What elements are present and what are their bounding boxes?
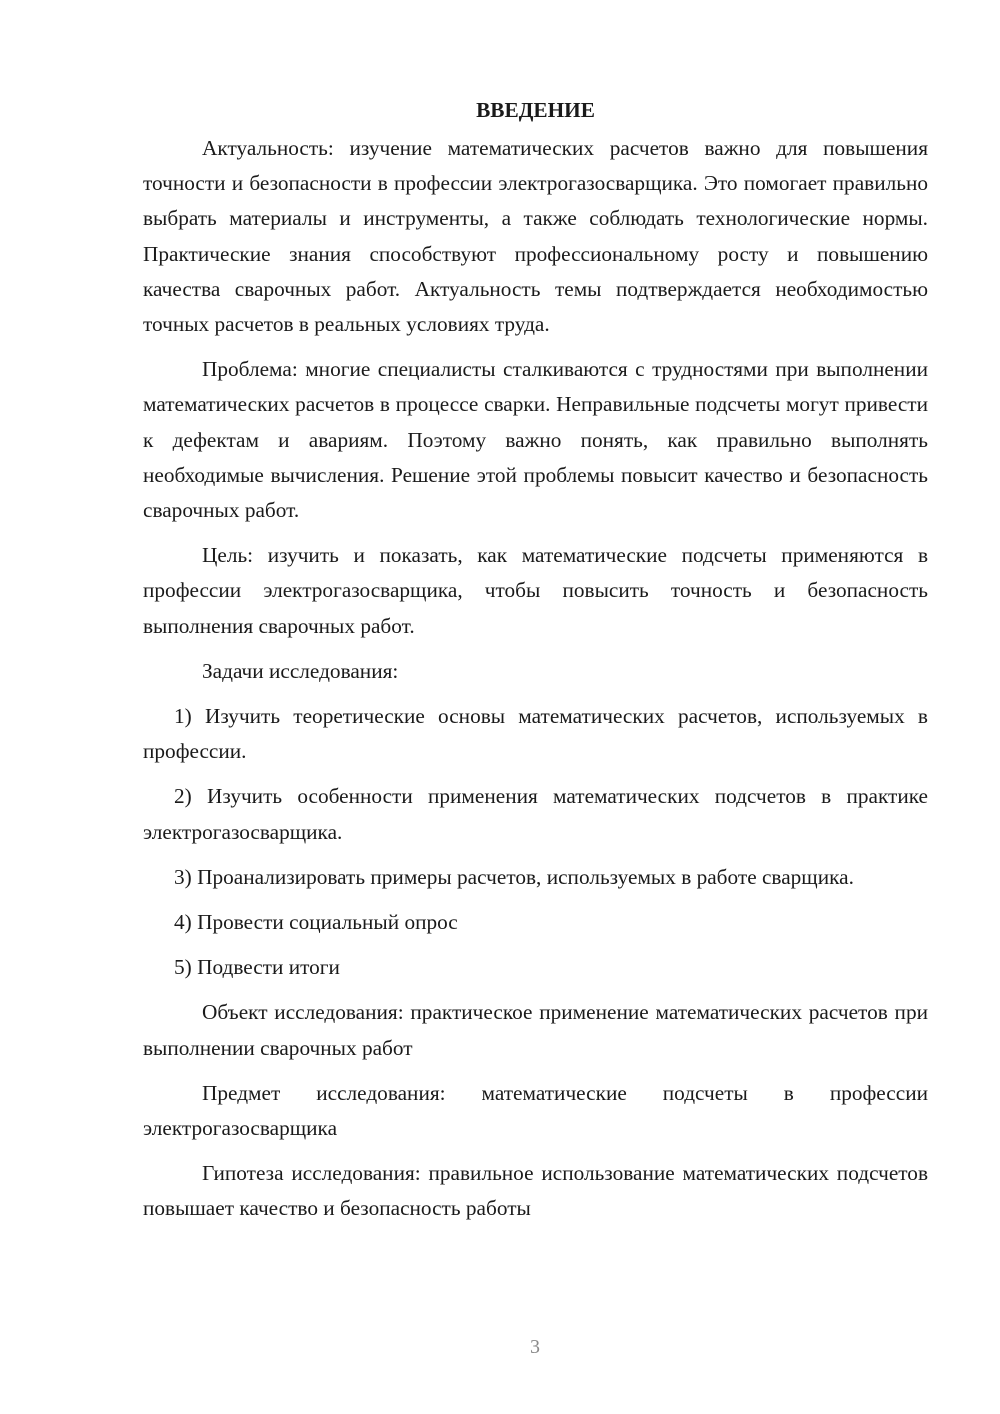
task-item: 4) Провести социальный опрос: [174, 910, 458, 935]
goal-paragraph: Цель: изучить и показать, как математические подсчеты применяются в профессии электрогазосварщика, чтобы повысить точность и безопасность выполнения сварочных работ.: [143, 543, 928, 638]
task-item: 5) Подвести итоги: [174, 955, 340, 980]
document-title: ВВЕДЕНИЕ: [476, 98, 595, 122]
page-number: 3: [530, 1336, 540, 1358]
relevance-paragraph: Актуальность: изучение математических расчетов важно для повышения точности и безопасности в профессии электрогазосварщика. Это помогает правильно выбрать материалы и инструменты, а также соблюдать технологические нормы. Практические знания способствуют профессиональному росту и повышению качества сварочных работ. Актуальность темы подтверждается необходимостью точных расчетов в реальных условиях труда.: [143, 136, 928, 337]
problem-paragraph: Проблема: многие специалисты сталкиваются с трудностями при выполнении математических расчетов в процессе сварки. Неправильные подсчеты могут привести к дефектам и авариям. Поэтому важно понять, как правильно выполнять необходимые вычисления. Решение этой проблемы повысит качество и безопасность сварочных работ.: [143, 357, 928, 523]
document-body: [143, 92, 928, 1237]
object-paragraph: Объект исследования: практическое применение математических расчетов при выполнении сварочных работ: [143, 1000, 928, 1060]
task-item: 3) Проанализировать примеры расчетов, используемых в работе сварщика.: [174, 864, 854, 889]
hypothesis-paragraph: Гипотеза исследования: правильное использование математических подсчетов повышает качество и безопасность работы: [143, 1161, 928, 1221]
subject-paragraph: Предмет исследования: математические подсчеты в профессии электрогазосварщика: [143, 1080, 928, 1141]
task-item: 1) Изучить теоретические основы математических расчетов, используемых в профессии.: [143, 704, 928, 764]
tasks-heading: Задачи исследования:: [202, 658, 399, 683]
task-item: 2) Изучить особенности применения математических подсчетов в практике электрогазосварщика.: [143, 784, 928, 844]
